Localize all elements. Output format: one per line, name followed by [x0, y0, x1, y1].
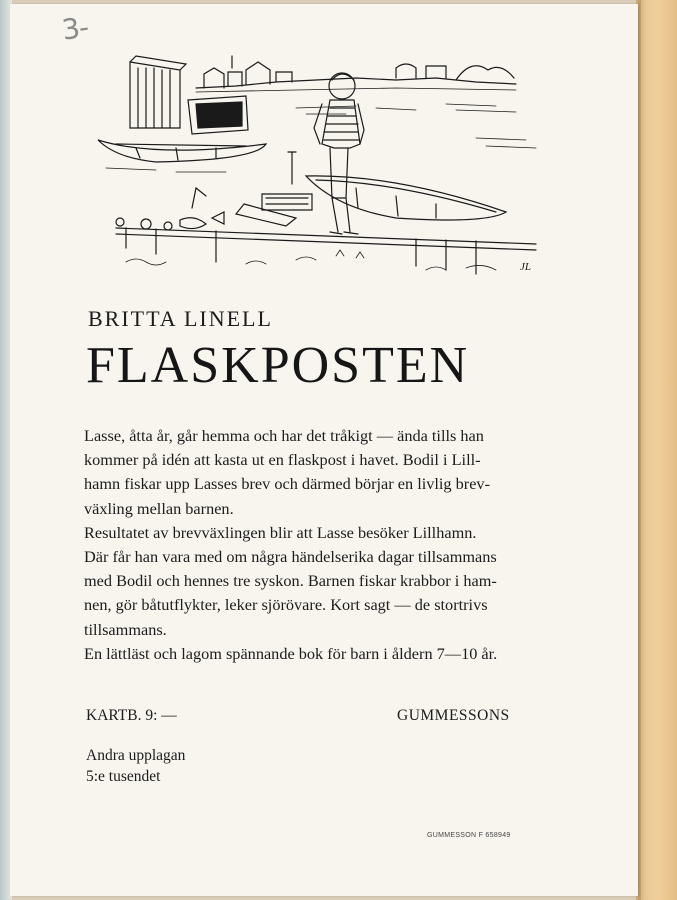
description-line: tillsammans. — [84, 619, 167, 639]
description-line: Resultatet av brevväxlingen blir att Lasse besöker Lillhamn. — [84, 522, 477, 542]
illustrator-monogram: JL — [520, 261, 531, 273]
description-line: kommer på idén att kasta ut en flaskpost i havet. Bodil i Lill- — [84, 450, 481, 470]
edition-line: Andra upplagan — [86, 747, 186, 764]
harbor-boy-illustration — [96, 48, 546, 278]
description-line: Där får han vara med om några händelserika dagar tillsammans — [84, 547, 497, 567]
description-line: Lasse, åtta år, går hemma och har det tråkigt — ända tills han — [84, 426, 484, 445]
author-name: BRITTA LINELL — [88, 306, 273, 331]
pencil-mark: 3- — [59, 10, 91, 47]
print-code: GUMMESSON F 658949 — [427, 832, 511, 839]
book-description — [84, 424, 544, 666]
description-line: med Bodil och hennes tre syskon. Barnen fiskar krabbor i ham- — [84, 571, 497, 591]
edition-info — [86, 745, 185, 787]
price-label: KARTB. 9: — — [86, 707, 177, 724]
publisher-name: GUMMESSONS — [397, 707, 510, 724]
book-spine-edge — [636, 0, 677, 900]
description-line: En lättläst och lagom spännande bok för barn i åldern 7—10 år. — [84, 643, 498, 663]
description-line: hamn fiskar upp Lasses brev och därmed börjar en livlig brev- — [84, 474, 490, 494]
book-title: FLASKPOSTEN — [86, 337, 470, 394]
description-line: växling mellan barnen. — [84, 498, 234, 518]
print-run-line: 5:e tusendet — [86, 768, 161, 785]
description-line: nen, gör båtutflykter, leker sjörövare. Kort sagt — de stortrivs — [84, 595, 488, 615]
